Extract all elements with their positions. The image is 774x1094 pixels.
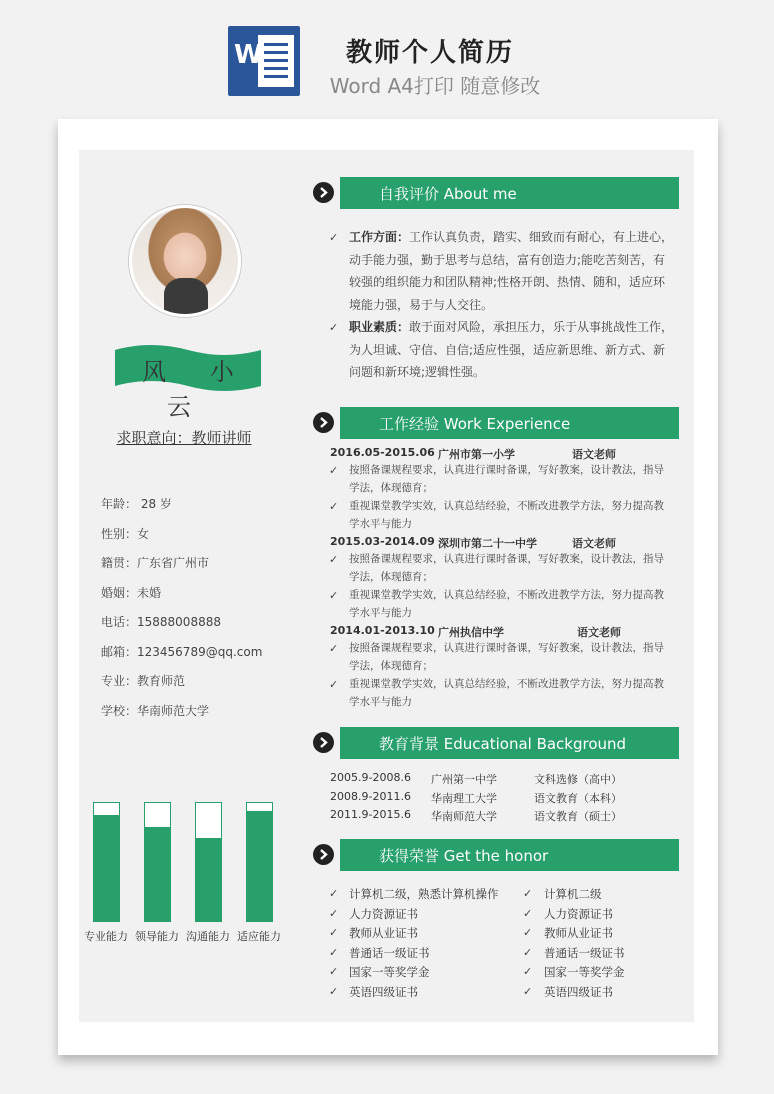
check-icon: ✓ xyxy=(329,464,339,477)
info-email: 邮箱：123456789@qq.com xyxy=(101,644,263,659)
edu-major: 语文教育（硕士） xyxy=(534,810,622,823)
about-work-label: 工作方面： xyxy=(349,230,410,244)
job-intent: 求职意向：教师讲师 xyxy=(116,429,252,447)
edu-period: 2011.9-2015.6 xyxy=(330,808,411,821)
section-honor-header xyxy=(313,839,679,871)
info-gender: 性别：女 xyxy=(101,526,150,541)
info-age: 年龄： 28 岁 xyxy=(101,497,172,511)
info-phone: 电话：15888008888 xyxy=(101,615,221,629)
chevron-right-icon xyxy=(313,182,334,203)
check-icon: ✓ xyxy=(329,926,339,939)
honor-item: 英语四级证书 xyxy=(544,985,613,999)
check-icon: ✓ xyxy=(329,589,339,602)
about-work xyxy=(349,226,677,316)
edu-school: 华南理工大学 xyxy=(431,792,497,805)
job-period: 2014.01-2013.10 xyxy=(330,624,435,637)
honor-item: 国家一等奖学金 xyxy=(544,965,625,979)
section-title: 自我评价 About me xyxy=(379,185,517,203)
section-about-header xyxy=(313,177,679,209)
job-org: 广州执信中学 xyxy=(438,626,504,639)
job-duty: 按照备课规程要求，认真进行课时备课，写好教案，设计教法，指导学法，体现德育； xyxy=(349,464,664,494)
edu-major: 语文教育（本科） xyxy=(534,792,622,805)
job-header xyxy=(330,446,616,461)
resume-panel xyxy=(79,150,694,1022)
section-title: 工作经验 Work Experience xyxy=(379,415,571,433)
check-icon: ✓ xyxy=(329,321,339,334)
chevron-right-icon xyxy=(313,844,334,865)
honor-item: 英语四级证书 xyxy=(349,985,418,999)
check-icon: ✓ xyxy=(329,500,339,513)
honor-item: 人力资源证书 xyxy=(544,907,613,921)
honor-item: 教师从业证书 xyxy=(544,926,613,940)
check-icon: ✓ xyxy=(329,985,339,998)
about-work-text: 工作认真负责，踏实、细致而有耐心，有上进心，动手能力强，勤于思考与总结，富有创造力;能吃苦刻苦，有较强的组织能力和团队精神;性格开朗、热情、随和，适应环境能力强，易于与人交往。 xyxy=(349,230,674,312)
skill-label: 领导能力 xyxy=(135,930,179,943)
skill-label: 专业能力 xyxy=(84,930,128,943)
job-header xyxy=(330,535,616,550)
info-marital: 婚姻：未婚 xyxy=(101,585,162,600)
edu-period: 2008.9-2011.6 xyxy=(330,790,411,803)
job-duty: 重视课堂教学实效，认真总结经验，不断改进教学方法，努力提高教学水平与能力 xyxy=(349,589,664,619)
chevron-right-icon xyxy=(313,412,334,433)
honor-item: 计算机二级 xyxy=(544,887,602,901)
about-quality xyxy=(349,316,677,384)
honor-item: 普通话一级证书 xyxy=(544,946,625,960)
about-quality-text: 敢于面对风险，承担压力，乐于从事挑战性工作，为人坦诚、守信、自信;适应性强，适应新思维、新方式、新问题和新环境;逻辑性强。 xyxy=(349,320,674,379)
edu-school: 广州第一中学 xyxy=(431,773,497,786)
skill-bar xyxy=(93,802,120,922)
check-icon: ✓ xyxy=(329,907,339,920)
skill-bar xyxy=(144,802,171,922)
job-duty: 按照备课规程要求，认真进行课时备课，写好教案，设计教法，指导学法，体现德育； xyxy=(349,553,664,583)
personal-info xyxy=(101,494,281,730)
honor-item: 教师从业证书 xyxy=(349,926,418,940)
job-duty: 重视课堂教学实效，认真总结经验，不断改进教学方法，努力提高教学水平与能力 xyxy=(349,678,664,708)
page-subtitle: Word A4打印 随意修改 xyxy=(329,74,541,98)
chevron-right-icon xyxy=(313,732,334,753)
honor-item: 人力资源证书 xyxy=(349,907,418,921)
section-title: 教育背景 Educational Background xyxy=(379,735,627,753)
section-experience-header xyxy=(313,407,679,439)
job-role: 语文老师 xyxy=(577,626,621,639)
check-icon: ✓ xyxy=(329,553,339,566)
skill-bars xyxy=(91,792,291,922)
section-education-header xyxy=(313,727,679,759)
honor-item: 计算机二级，熟悉计算机操作 xyxy=(349,887,499,901)
about-quality-label: 职业素质： xyxy=(349,320,410,334)
skill-bar xyxy=(195,802,222,922)
word-app-icon xyxy=(228,26,300,96)
check-icon: ✓ xyxy=(329,946,339,959)
job-org: 广州市第一小学 xyxy=(438,448,515,461)
honor-item: 国家一等奖学金 xyxy=(349,965,430,979)
check-icon: ✓ xyxy=(329,642,339,655)
section-title: 获得荣誉 Get the honor xyxy=(379,847,549,865)
check-icon: ✓ xyxy=(329,678,339,691)
candidate-name: 风 小 云 xyxy=(142,358,252,421)
honor-item: 普通话一级证书 xyxy=(349,946,430,960)
check-icon: ✓ xyxy=(523,946,533,959)
skill-label: 沟通能力 xyxy=(186,930,230,943)
profile-photo xyxy=(129,205,241,317)
word-logo-letter: W xyxy=(234,40,263,70)
skill-label: 适应能力 xyxy=(237,930,281,943)
edu-school: 华南师范大学 xyxy=(431,810,497,823)
check-icon: ✓ xyxy=(523,887,533,900)
resume-sheet xyxy=(58,119,718,1055)
job-header xyxy=(330,624,621,639)
job-duty: 重视课堂教学实效，认真总结经验，不断改进教学方法，努力提高教学水平与能力 xyxy=(349,500,664,530)
check-icon: ✓ xyxy=(523,907,533,920)
job-role: 语文老师 xyxy=(572,448,616,461)
job-period: 2016.05-2015.06 xyxy=(330,446,435,459)
check-icon: ✓ xyxy=(523,926,533,939)
check-icon: ✓ xyxy=(329,887,339,900)
check-icon: ✓ xyxy=(329,231,339,244)
job-period: 2015.03-2014.09 xyxy=(330,535,435,548)
page-title: 教师个人简历 xyxy=(345,38,514,68)
check-icon: ✓ xyxy=(523,965,533,978)
job-role: 语文老师 xyxy=(572,537,616,550)
info-hometown: 籍贯：广东省广州市 xyxy=(101,556,210,570)
check-icon: ✓ xyxy=(523,985,533,998)
edu-major: 文科选修（高中） xyxy=(534,773,622,786)
skill-bar xyxy=(246,802,273,922)
document-page-icon xyxy=(258,35,294,87)
info-major: 专业：教育师范 xyxy=(101,674,186,688)
job-org: 深圳市第二十一中学 xyxy=(438,537,537,550)
edu-period: 2005.9-2008.6 xyxy=(330,771,411,784)
check-icon: ✓ xyxy=(329,965,339,978)
info-school: 学校：华南师范大学 xyxy=(101,703,210,718)
job-duty: 按照备课规程要求，认真进行课时备课，写好教案，设计教法，指导学法，体现德育； xyxy=(349,642,664,672)
